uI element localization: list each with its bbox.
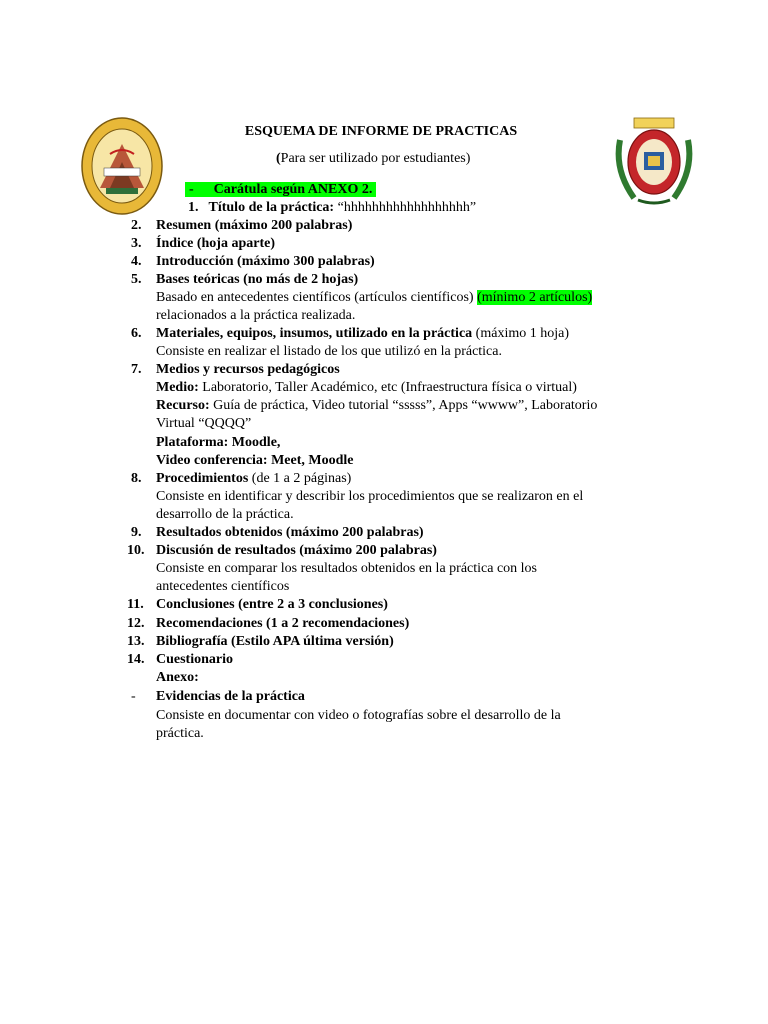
document-page: ESQUEMA DE INFORME DE PRACTICAS (Para ser utilizado por estudiantes) - Carátula según ANEXO 2. 1. Título de la práctica: “hhhhhhhhhhhhhhhhhh” 2. Resumen (máximo 200 palabras) 3. Índice (hoja aparte) 4. Introducción (máximo 300 palabras) 5. Bases teóricas (no más de 2 hojas) Basado en antecedentes científicos (artículos científicos) (mínimo 2 artículos) relacionados a la práctica realizada. 6. Materiales, equipos, insumos, utilizado en la práctica (máximo 1 hoja) Consiste en realizar el listado de los que utilizó en la práctica. 7. Medios y recursos pedagógicos Medio: Laboratorio, Taller Académico, etc (Infraestructura física o virtual) Recurso: Guía de práctica, Video tutorial “sssss”, Apps “wwww”, Laboratorio Virtual “QQQQ” Plataforma: Moodle, Video conferencia: Meet, Moodle 8. Procedimientos (de 1 a 2 páginas) Consiste en identificar y describir los procedimientos que se realizaron en el desarrollo de la práctica. 9. Resultados obtenidos (máximo 200 palabras) 10. Discusión de resultados (máximo 200 palabras) Consiste en comparar los resultados obtenidos en la práctica con los antecedentes científicos 11. Conclusiones (entre 2 a 3 conclusiones) 12. Recomendaciones (1 a 2 recomendaciones) 13. Bibliografía (Estilo APA última versión) 14. Cuestionario Anexo: - Evidencias de la práctica Consiste en documentar con video o fotografías sobre el desarrollo de la práctica. <box>0 0 768 1024</box>
caratula-highlight: - Carátula según ANEXO 2. <box>185 182 376 197</box>
plataforma-line: Plataforma: Moodle, <box>156 435 281 450</box>
evidencias-desc-1: Consiste en documentar con video o fotografías sobre el desarrollo de la <box>156 708 561 723</box>
evidencias-desc-2: práctica. <box>156 726 204 741</box>
document-title: ESQUEMA DE INFORME DE PRACTICAS <box>244 124 518 139</box>
procedimientos-desc-1: Consiste en identificar y describir los procedimientos que se realizaron en el <box>156 489 584 504</box>
recurso-line: Recurso: Guía de práctica, Video tutorial “sssss”, Apps “wwww”, Laboratorio <box>156 398 598 413</box>
discusion-desc-1: Consiste en comparar los resultados obtenidos en la práctica con los <box>156 561 538 576</box>
bases-desc-1: Basado en antecedentes científicos (artículos científicos) (mínimo 2 artículos) <box>156 290 593 305</box>
anexo-label: Anexo: <box>156 670 199 685</box>
discusion-desc-2: antecedentes científicos <box>156 579 290 594</box>
video-conferencia-line: Video conferencia: Meet, Moodle <box>156 453 354 468</box>
document-subtitle: (Para ser utilizado por estudiantes) <box>276 151 471 166</box>
medio-line: Medio: Laboratorio, Taller Académico, etc (Infraestructura física o virtual) <box>156 380 577 395</box>
procedimientos-desc-2: desarrollo de la práctica. <box>156 507 294 522</box>
materiales-desc: Consiste en realizar el listado de los que utilizó en la práctica. <box>156 344 502 359</box>
bases-desc-2: relacionados a la práctica realizada. <box>156 308 356 323</box>
minimo-articulos-highlight: (mínimo 2 artículos) <box>477 290 593 305</box>
recurso-line-2: Virtual “QQQQ” <box>156 416 252 431</box>
item-titulo: 1. Título de la práctica: “hhhhhhhhhhhhhhhhhh” <box>188 200 477 215</box>
caratula-line <box>185 181 376 199</box>
